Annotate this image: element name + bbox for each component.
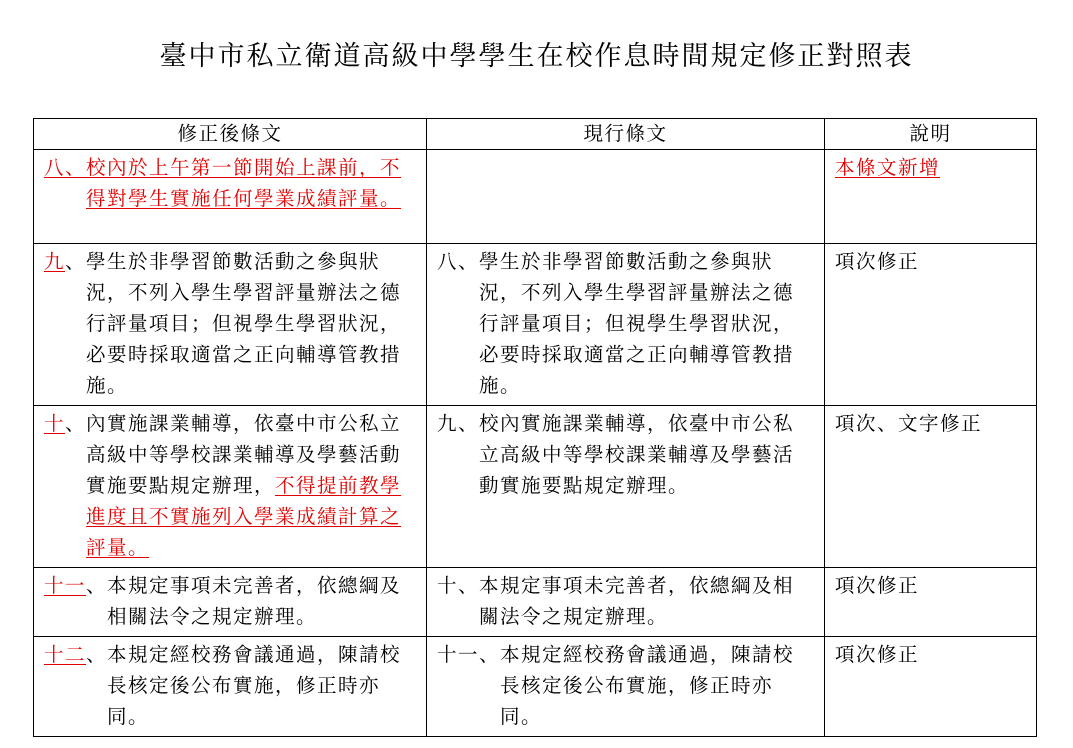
page-title: 臺中市私立衛道高級中學學生在校作息時間規定修正對照表: [159, 41, 914, 72]
item-text: 本規定事項未完善者，依總綱及相關法令之規定辦理。: [479, 574, 795, 628]
table-row: [34, 637, 1037, 737]
table-row: [34, 150, 1037, 244]
item-number: 十、: [437, 574, 480, 597]
item-text: 本規定經校務會議通過，陳請校長核定後公布實施，修正時亦同。: [500, 643, 795, 728]
table-row: [34, 244, 1037, 406]
item-separator: 、: [86, 643, 108, 666]
note-cell: [825, 244, 1037, 406]
current-cell: [427, 150, 825, 244]
item-number: 九、: [437, 412, 480, 435]
note-text: 本條文新增: [835, 156, 941, 179]
item-text: 學生於非學習節數活動之參與狀況，不列入學生學習評量辦法之德行評量項目；但視學生學習狀況，必要時採取適當之正向輔導管教措施。: [86, 250, 402, 397]
note-cell: [825, 406, 1037, 568]
current-cell: [427, 637, 825, 737]
item-number: 十一、: [437, 643, 501, 666]
current-item: [437, 408, 814, 501]
item-number: 九: [44, 250, 66, 273]
revised-cell: [34, 244, 427, 406]
item-separator: 、: [86, 574, 108, 597]
revised-item: [44, 246, 416, 401]
item-number: 十二: [44, 643, 87, 666]
item-text: 校內於上午第一節開始上課前，不得對學生實施任何學業成績評量。: [86, 156, 402, 210]
item-separator: 、: [65, 412, 87, 435]
item-number: 十一: [44, 574, 87, 597]
item-text: 本規定經校務會議通過，陳請校長核定後公布實施，修正時亦同。: [107, 643, 402, 728]
header-revised: 修正後條文: [34, 119, 427, 150]
item-text: 本規定事項未完善者，依總綱及相關法令之規定辦理。: [107, 574, 402, 628]
table-header-row: [34, 119, 1037, 150]
revised-cell: [34, 637, 427, 737]
current-item: [437, 570, 814, 632]
revised-item: [44, 152, 416, 214]
item-text: 學生於非學習節數活動之參與狀況，不列入學生學習評量辦法之德行評量項目；但視學生學習狀況，必要時採取適當之正向輔導管教措施。: [479, 250, 795, 397]
item-number: 十: [44, 412, 66, 435]
note-text: 項次修正: [835, 250, 920, 273]
revised-cell: [34, 406, 427, 568]
note-text: 項次修正: [835, 574, 920, 597]
item-number: 八、: [44, 156, 87, 179]
current-cell: [427, 244, 825, 406]
current-item: [437, 639, 814, 732]
current-cell: [427, 406, 825, 568]
note-cell: [825, 150, 1037, 244]
header-note: 說明: [825, 119, 1037, 150]
note-text: 項次修正: [835, 643, 920, 666]
item-number: 八、: [437, 250, 480, 273]
header-current: 現行條文: [427, 119, 825, 150]
revised-cell: [34, 150, 427, 244]
revised-cell: [34, 568, 427, 637]
note-cell: [825, 568, 1037, 637]
current-cell: [427, 568, 825, 637]
revised-item: [44, 639, 416, 732]
item-text: 內實施課業輔導，依臺中市公私立高級中等學校課業輔導及學藝活動實施要點規定辦理，: [86, 412, 402, 497]
table-row: [34, 406, 1037, 568]
table-row: [34, 568, 1037, 637]
comparison-table: [33, 118, 1037, 737]
revised-item: [44, 570, 416, 632]
current-item: [437, 246, 814, 401]
revised-item: [44, 408, 416, 563]
item-text: 校內實施課業輔導，依臺中市公私立高級中等學校課業輔導及學藝活動實施要點規定辦理。: [479, 412, 795, 497]
note-text: 項次、文字修正: [835, 412, 983, 435]
note-cell: [825, 637, 1037, 737]
item-text-added: 不得提前教學進度且不實施列入學業成績計算之評量。: [86, 474, 402, 559]
item-separator: 、: [65, 250, 87, 273]
